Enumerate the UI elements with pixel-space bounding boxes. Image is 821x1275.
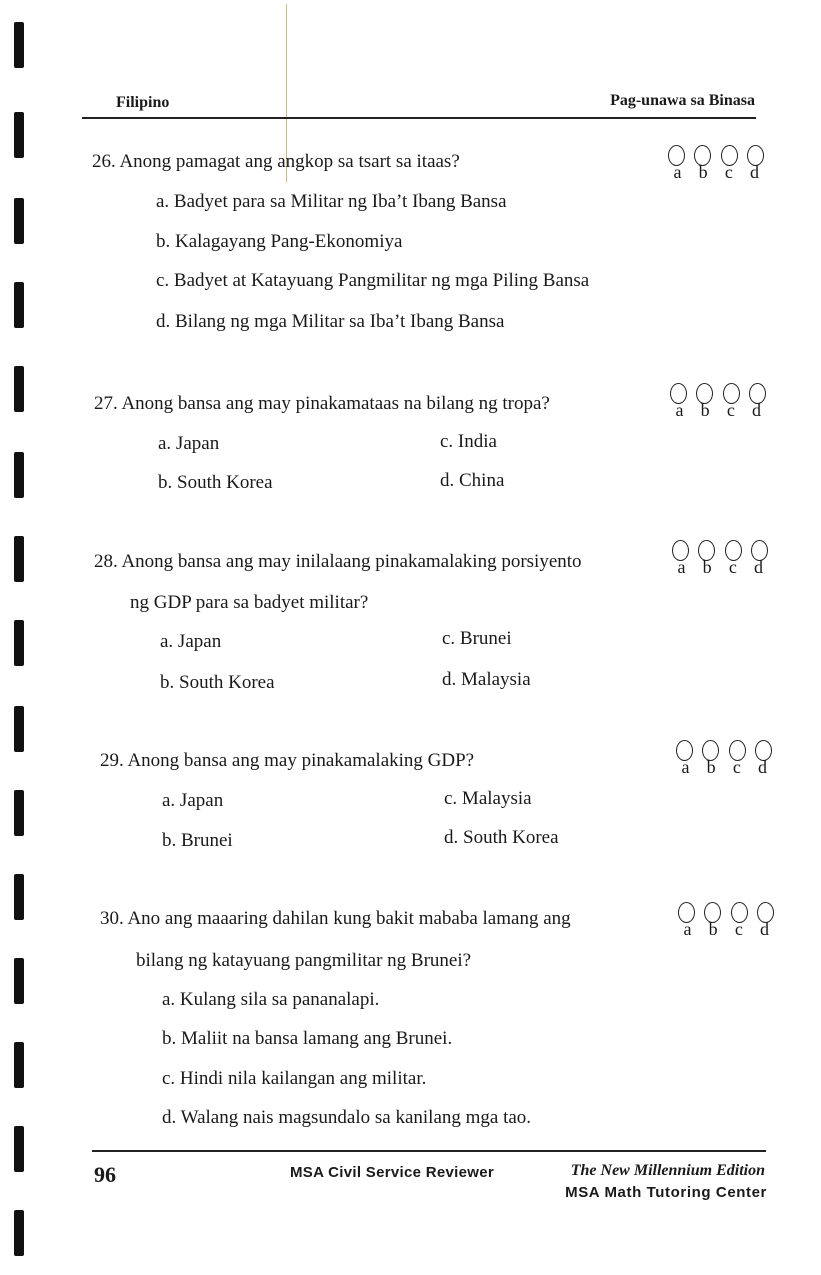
answer-bubbles-27 bbox=[670, 383, 766, 421]
option-28-d: d. Malaysia bbox=[442, 669, 531, 690]
binding-hole bbox=[14, 1210, 24, 1256]
binding-hole bbox=[14, 620, 24, 666]
bubble-label-c: c bbox=[724, 162, 733, 182]
option-30-d: d. Walang nais magsundalo sa kanilang mga tao. bbox=[162, 1107, 532, 1128]
bubble-label-c: c bbox=[726, 400, 735, 420]
option-26-a: a. Badyet para sa Militar ng Iba’t Ibang Bansa bbox=[156, 191, 507, 212]
binding-hole bbox=[14, 874, 24, 920]
bubble-label-b: b bbox=[700, 400, 710, 420]
bubble-label-b: b bbox=[706, 757, 716, 777]
option-28-b: b. South Korea bbox=[160, 672, 275, 693]
binding-hole bbox=[14, 790, 24, 836]
option-27-c: c. India bbox=[440, 431, 497, 452]
bubble-label-c: c bbox=[732, 757, 741, 777]
bubble-label-d: d bbox=[749, 162, 759, 182]
binding-holes bbox=[10, 0, 30, 1275]
bubble-label-d: d bbox=[753, 557, 763, 577]
binding-hole bbox=[14, 22, 24, 68]
bubble-label-c: c bbox=[734, 919, 743, 939]
binding-hole bbox=[14, 282, 24, 328]
option-30-b: b. Maliit na bansa lamang ang Brunei. bbox=[162, 1028, 453, 1049]
header-section: Pag-unawa sa Binasa bbox=[610, 92, 755, 109]
bubble-label-c: c bbox=[728, 557, 737, 577]
bubble-label-d: d bbox=[757, 757, 767, 777]
option-30-a: a. Kulang sila sa pananalapi. bbox=[162, 989, 380, 1010]
option-30-c: c. Hindi nila kailangan ang militar. bbox=[162, 1068, 427, 1089]
option-27-a: a. Japan bbox=[158, 433, 220, 454]
bubble-label-b: b bbox=[702, 557, 712, 577]
binding-hole bbox=[14, 958, 24, 1004]
question-29: 29. Anong bansa ang may pinakamalaking GDP? bbox=[100, 750, 475, 771]
bubble-label-b: b bbox=[698, 162, 708, 182]
binding-hole bbox=[14, 706, 24, 752]
bubble-label-a: a bbox=[681, 757, 690, 777]
binding-hole bbox=[14, 198, 24, 244]
answer-bubbles-26 bbox=[668, 145, 764, 183]
question-28-line1: 28. Anong bansa ang may inilalaang pinakamalaking porsiyento bbox=[94, 551, 582, 572]
answer-bubbles-29 bbox=[676, 740, 772, 778]
header-rule bbox=[82, 117, 756, 119]
option-26-d: d. Bilang ng mga Militar sa Iba’t Ibang Bansa bbox=[156, 311, 505, 332]
question-27: 27. Anong bansa ang may pinakamataas na bilang ng tropa? bbox=[94, 393, 550, 414]
option-28-a: a. Japan bbox=[160, 631, 222, 652]
option-27-d: d. China bbox=[440, 470, 505, 491]
bubble-label-d: d bbox=[759, 919, 769, 939]
footer-book-title: MSA Civil Service Reviewer bbox=[290, 1164, 495, 1181]
question-28-line2: ng GDP para sa badyet militar? bbox=[130, 592, 369, 613]
option-29-d: d. South Korea bbox=[444, 827, 559, 848]
option-29-c: c. Malaysia bbox=[444, 788, 532, 809]
binding-hole bbox=[14, 452, 24, 498]
option-26-c: c. Badyet at Katayuang Pangmilitar ng mga Piling Bansa bbox=[156, 270, 590, 291]
option-28-c: c. Brunei bbox=[442, 628, 512, 649]
footer-rule bbox=[92, 1150, 766, 1152]
option-27-b: b. South Korea bbox=[158, 472, 273, 493]
binding-hole bbox=[14, 1126, 24, 1172]
binding-hole bbox=[14, 112, 24, 158]
option-29-a: a. Japan bbox=[162, 790, 224, 811]
question-30-line1: 30. Ano ang maaaring dahilan kung bakit mababa lamang ang bbox=[100, 908, 571, 929]
bubble-label-a: a bbox=[673, 162, 682, 182]
answer-bubbles-30 bbox=[678, 902, 774, 940]
bubble-label-b: b bbox=[708, 919, 718, 939]
binding-hole bbox=[14, 1042, 24, 1088]
binding-hole bbox=[14, 536, 24, 582]
option-29-b: b. Brunei bbox=[162, 830, 233, 851]
bubble-label-a: a bbox=[675, 400, 684, 420]
header-subject: Filipino bbox=[116, 94, 170, 111]
answer-bubbles-28 bbox=[672, 540, 768, 578]
question-26: 26. Anong pamagat ang angkop sa tsart sa itaas? bbox=[92, 151, 460, 172]
option-26-b: b. Kalagayang Pang-Ekonomiya bbox=[156, 231, 403, 252]
binding-hole bbox=[14, 366, 24, 412]
question-30-line2: bilang ng katayuang pangmilitar ng Brunei? bbox=[136, 950, 472, 971]
bubble-label-a: a bbox=[677, 557, 686, 577]
footer-publisher: MSA Math Tutoring Center bbox=[565, 1184, 767, 1201]
footer-edition: The New Millennium Edition bbox=[570, 1162, 765, 1179]
bubble-label-d: d bbox=[751, 400, 761, 420]
bubble-label-a: a bbox=[683, 919, 692, 939]
page-number: 96 bbox=[94, 1162, 116, 1187]
